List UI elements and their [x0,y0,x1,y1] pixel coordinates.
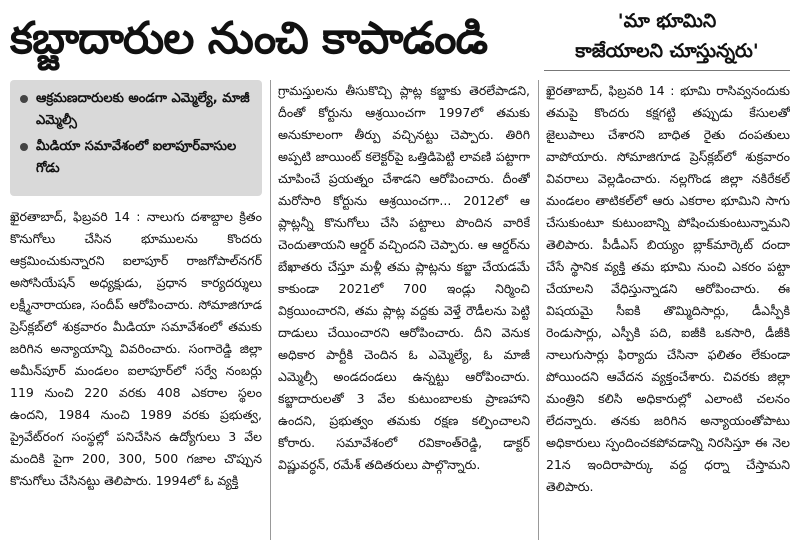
article-headline: కబ్జాదారుల నుంచి కాపాడండి [10,13,488,64]
bullet-dot-icon [20,95,28,103]
column-2-text: గ్రామస్తులను తీసుకొచ్చి ప్లాట్ల కబ్జాకు తెరలేపాడని, దీంతో కోర్టును ఆశ్రయించగా 1997లో తమకు అనుకూలంగా తీర్పు వచ్చినట్టు చెప్పారు. తిరిగి అప్పటి జాయింట్‌ కలెక్టర్‌పై ఒత్తిడిపెట్టి లావణి పట్టాగా చూపించే ప్రయత్నం చేశాడని ఆరోపించారు. దీంతో మరోసారి కోర్టును ఆశ్రయించగా... 2012లో ఆ ప్లాట్లన్నీ కొనుగోలు చేసి పట్టాలు పొందిన వారికే చెందుతాయని ఆర్డర్‌ వచ్చిందని చెప్పారు. ఆ ఆర్డర్‌ను బేఖాతరు చేస్తూ మళ్లీ తమ ప్లాట్లను కబ్జా చేయడమే కాకుండా 2021లో 700 ఇండ్లు నిర్మించి విక్రయించారని, తమ ప్లాట్ల వద్దకు వెళ్తే రౌడీలను పెట్టి దాడులు చేయించారని ఆరోపించారు. దీని వెనుక అధికార పార్టీకి చెందిన ఓ ఎమ్మెల్యే, ఓ మాజీ ఎమ్మెల్సీ అండదండలు ఉన్నట్టు ఆరోపించారు. కబ్జాదారులతో 3 వేల కుటుంబాలకు ప్రాణహాని ఉందని, ప్రభుత్వం తమకు రక్షణ కల్పించాలని కోరారు. సమావేశంలో రవికాంత్‌రెడ్డి, డాక్టర్‌ విష్ణువర్ధన్‌, రమేశ్‌ తదితరులు పాల్గొన్నారు. [278,83,530,472]
column-3-text: ఖైరతాబాద్‌, ఫిబ్రవరి 14 : భూమి రాసివ్వనందుకు తమపై కొందరు కక్షగట్టి తప్పుడు కేసులతో జైలుపాలు చేశారని బాధిత రైతు దంపతులు వాపోయారు. సోమాజిగూడ ప్రెస్‌క్లబ్‌లో శుక్రవారం వివరాలు వెల్లడించారు. నల్లగొండ జిల్లా నకిరేకల్‌ మండలం తాటికల్‌లో ఆరు ఎకరాల భూమిని సాగు చేసుకుంటూ కుటుంబాన్ని పోషించుకుంటున్నామని తెలిపారు. పీడీఎస్‌ బియ్యం బ్లాక్‌మార్కెట్‌ దందా చేసే స్థానిక వ్యక్తి తమ భూమి నుంచి ఎకరం పట్టా చేయాలని వేధిస్తున్నాడని ఆరోపించారు. ఈ విషయమై సీఐకి తొమ్మిదిసార్లు, డీఎస్పీకి రెండుసార్లు, ఎస్పీకి పది, ఐజీకి ఒకసారి, డీజీకి నాలుగుసార్లు ఫిర్యాదు చేసినా ఫలితం లేకుండా పోయిందని ఆవేదన వ్యక్తంచేశారు. చివరకు జిల్లా మంత్రిని కలిసి అధికారుల్లో ఎలాంటి చలనం లేదన్నారు. తనకు జరిగిన అన్యాయంతోపాటు అధికారులు స్పందించకపోవడాన్ని నిరసిస్తూ ఈ నెల 21న ఇందిరాపార్కు వద్ద ధర్నా చేస్తామని తెలిపారు. [546,83,790,494]
side-headline-line-2: కాజేయాలని చూస్తున్నరు' [575,40,759,62]
highlight-item [20,88,254,132]
column-divider [538,80,539,540]
side-article-headline [544,6,790,71]
article-column-2 [278,80,530,542]
highlight-text: మీడియా సమావేశంలో ఐలాపూర్‌వాసుల గోడు [36,139,237,176]
highlights-box [10,80,262,196]
article-column-3 [546,80,790,542]
article-column-1 [10,206,262,542]
highlight-text: ఆక్రమణదారులకు అండగా ఎమ్మెల్యే, మాజీ ఎమ్మెల్సీ [36,91,250,128]
side-headline-line-1: 'మా భూమిని [617,10,717,32]
bullet-dot-icon [20,143,28,151]
highlight-item [20,136,254,180]
column-divider [270,80,271,540]
column-1-text: ఖైరతాబాద్‌, ఫిబ్రవరి 14 : నాలుగు దశాబ్దాల క్రితం కొనుగోలు చేసిన భూములను కొందరు ఆక్రమించుకున్నారని ఐలాపూర్‌ రాజగోపాల్‌నగర్‌ అసోసియేషన్‌ అధ్యక్షుడు, ప్రధాన కార్యదర్శులు లక్ష్మీనారాయణ, సందీప్‌ ఆరోపించారు. సోమాజిగూడ ప్రెస్‌క్లబ్‌లో శుక్రవారం మీడియా సమావేశంలో తమకు జరిగిన అన్యాయాన్ని వివరించారు. సంగారెడ్డి జిల్లా అమీన్‌పూర్‌ మండలం ఐలాపూర్‌లో సర్వే నంబర్లు 119 నుంచి 220 వరకు 408 ఎకరాల స్థలం ఉందని, 1984 నుంచి 1989 వరకు ప్రభుత్వ, ప్రైవేట్‌రంగ సంస్థల్లో పనిచేసిన ఉద్యోగులు 3 వేల మందికి పైగా 200, 300, 500 గజాల చొప్పున కొనుగోలు చేసినట్టు తెలిపారు. 1994లో ఓ వ్యక్తి [10,209,262,488]
